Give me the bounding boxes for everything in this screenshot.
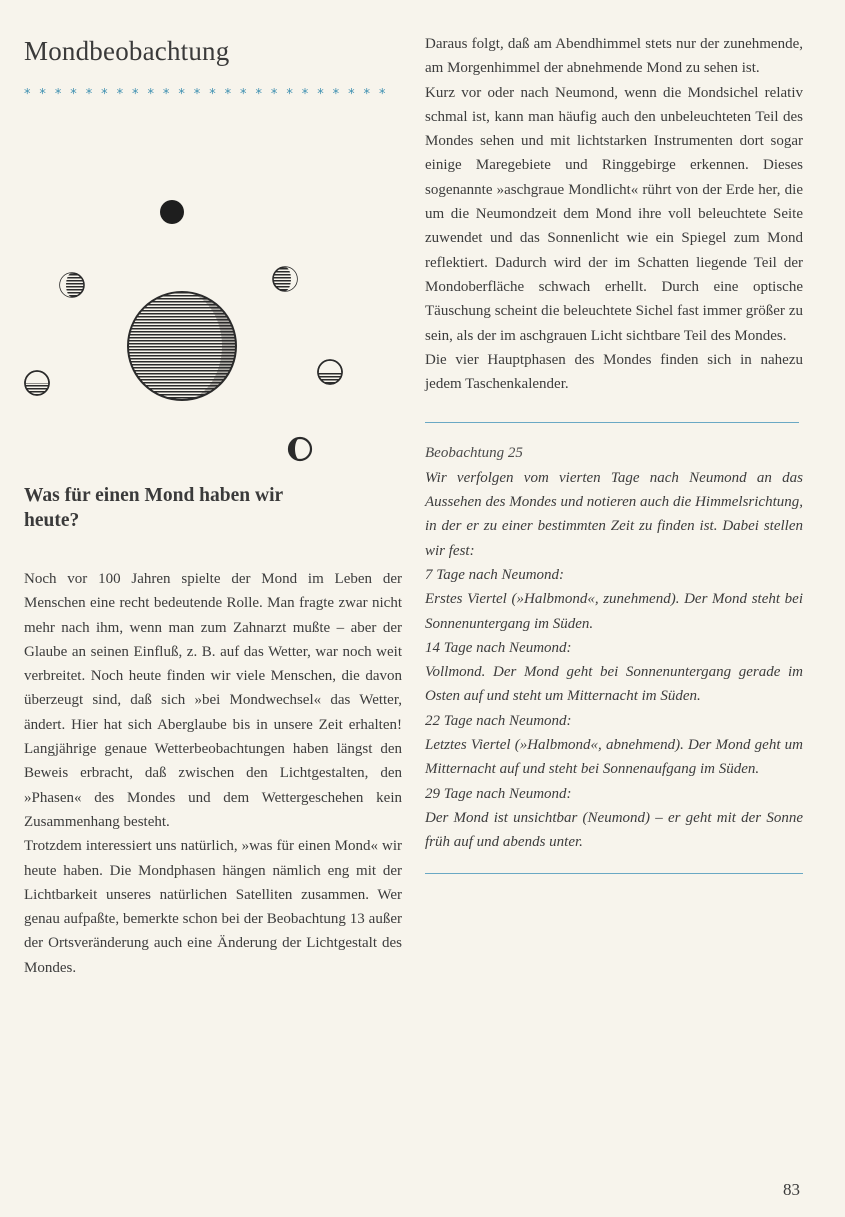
observation-day: 14 Tage nach Neumond:	[425, 639, 572, 656]
left-body-text	[24, 567, 402, 980]
observation-box	[425, 441, 803, 854]
page-title: Mondbeobachtung	[24, 36, 230, 66]
right-column	[425, 32, 803, 874]
moon-upper-right	[273, 267, 297, 291]
paragraph: Die vier Hauptphasen des Mondes finden sich in nahezu jedem Taschenkalender.	[425, 351, 803, 393]
moon-lower-right-drawn	[289, 438, 311, 460]
observation-text: Letztes Viertel (»Halbmond«, abnehmend). Der Mond geht um Mitternacht auf und steht bei Sonnenaufgang im Süden.	[425, 737, 803, 778]
left-column	[24, 28, 402, 980]
section-divider	[425, 422, 799, 423]
moon-phases-illustration	[24, 106, 402, 471]
moon-upper-left	[60, 273, 84, 297]
star-divider: * * * * * * * * * * * * * * * * * * * * * * * *	[24, 87, 388, 102]
paragraph: Noch vor 100 Jahren spielte der Mond im Leben der Menschen eine recht bedeutende Rolle. Man fragte zwar nicht mehr nach ihm, wenn man zum Zahnarzt mußte – aber der Glaube an seinen Einfluß, z. B. auf das Wetter, war noch weit verbreitet. Noch heute finden wir viele Menschen, die davon überzeugt sind, daß sich »bei Mondwechsel« das Wetter, ändert. Hier hat sich Aberglaube bis in unsere Zeit erhalten! Langjährige genaue Wetterbeobachtungen haben längst den Beweis erbracht, daß zwischen den Lichtgestalten, den »Phasen« des Mondes und dem Wettergeschehen kein Zusammenhang besteht.	[24, 571, 402, 830]
paragraph: Trotzdem interessiert uns natürlich, »was für einen Mond« wir heute haben. Die Mondphasen hängen nämlich eng mit der Lichtbarkeit unseres natürlichen Satelliten zusammen. Wer genau aufpaßte, bemerkte schon bei der Beobachtung 13 außer der Ortsveränderung auch eine Änderung der Lichtgestalt des Mondes.	[24, 838, 402, 976]
observation-text: Vollmond. Der Mond geht bei Sonnenuntergang gerade im Osten auf und steht um Mitternacht im Süden.	[425, 664, 803, 705]
observation-text: Erstes Viertel (»Halbmond«, zunehmend). Der Mond steht bei Sonnenuntergang im Süden.	[425, 591, 803, 632]
moon-new	[160, 200, 184, 224]
right-body-text	[425, 32, 803, 396]
observation-title: Beobachtung 25	[425, 445, 523, 462]
observation-day: 29 Tage nach Neumond:	[425, 785, 572, 802]
observation-text: Der Mond ist unsichtbar (Neumond) – er geht mit der Sonne früh auf und abends unter.	[425, 809, 803, 851]
page-number: 83	[783, 1180, 800, 1199]
observation-day: 7 Tage nach Neumond:	[425, 566, 565, 583]
moon-phases-figure	[24, 106, 402, 471]
moon-left-half	[25, 371, 49, 395]
paragraph: Daraus folgt, daß am Abendhimmel stets nur der zunehmende, am Morgenhimmel der abnehmende Mond zu sehen ist.	[425, 36, 803, 77]
observation-intro: Wir verfolgen vom vierten Tage nach Neumond an das Aussehen des Mondes und notieren auch die Himmelsrichtung, in der er zu einer bestimmten Zeit zu finden ist. Dabei stellen wir fest:	[425, 469, 803, 559]
section-heading: Was für einen Mond haben wir heute?	[24, 485, 283, 531]
section-divider-bottom	[425, 873, 803, 874]
earth-globe	[128, 292, 236, 400]
moon-right-half	[318, 360, 342, 384]
observation-day: 22 Tage nach Neumond:	[425, 712, 572, 729]
paragraph: Kurz vor oder nach Neumond, wenn die Mondsichel relativ schmal ist, kann man häufig auch den unbeleuchteten Teil des Mondes sehen und mit lichtstarken Instrumenten dort sogar einige Maregebiete und Ringgebirge erkennen. Dieses sogenannte »aschgraue Mondlicht« rührt von der Erde her, die um die Neumondzeit dem Mond ihre voll beleuchtete Seite zuwendet und das Sonnenlicht wie ein Spiegel zum Mond reflektiert. Dadurch wird der im Schatten liegende Teil der Mondoberfläche schwach erhellt. Durch eine optische Täuschung scheint die beleuchtete Sichel fast immer größer zu sein, als der im aschgrauen Licht sichtbare Teil des Mondes.	[425, 84, 803, 344]
